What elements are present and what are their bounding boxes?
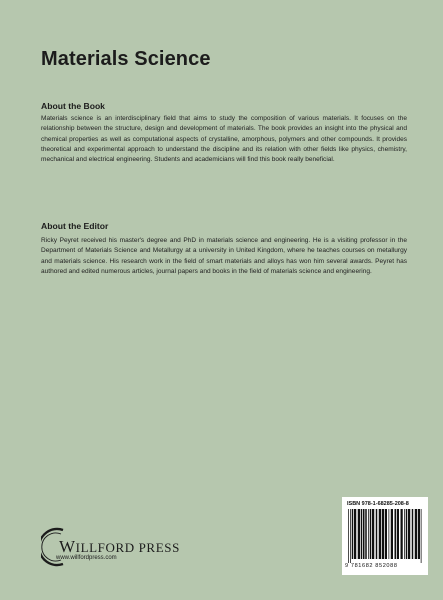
barcode-panel bbox=[342, 497, 428, 575]
barcode-bar bbox=[361, 509, 363, 559]
barcode-bar bbox=[385, 509, 387, 559]
barcode-bar bbox=[408, 509, 410, 559]
publisher-name bbox=[59, 537, 180, 557]
barcode-bar bbox=[401, 509, 403, 559]
barcode-bar bbox=[363, 509, 365, 559]
barcode-bar bbox=[406, 509, 408, 559]
isbn-label: ISBN 978-1-68285-208-8 bbox=[347, 501, 409, 507]
about-book-text: Materials science is an interdisciplinary field that aims to study the composition of various materials. It focuses on the relationship between the structure, design and development of materials. The book provides an insight into the physical and chemical properties as well as computational aspects of crystalline, amorphous, polymers and other compounds. It provides theoretical and experimental approach to understand the discipline and its relation with other fields like physics, chemistry, mechanical and electrical engineering. Students and academicians will find this book really beneficial. bbox=[41, 115, 407, 164]
barcode-bar bbox=[376, 509, 378, 559]
barcode-bar bbox=[350, 509, 351, 563]
book-title: Materials Science bbox=[41, 48, 211, 70]
barcode-bar bbox=[382, 509, 384, 559]
barcode-bar bbox=[395, 509, 397, 559]
barcode-bar bbox=[370, 509, 372, 559]
publisher-name-initial: W bbox=[59, 537, 76, 556]
barcode-bar bbox=[418, 509, 420, 559]
barcode-bar bbox=[372, 509, 374, 559]
barcode-digits: 9 781682 852088 bbox=[345, 563, 398, 569]
barcode-bars bbox=[346, 509, 424, 563]
publisher-name-rest: ILLFORD PRESS bbox=[75, 540, 180, 555]
barcode-bar bbox=[358, 509, 360, 559]
barcode-bar bbox=[404, 509, 405, 559]
barcode-bar bbox=[348, 509, 349, 563]
barcode-bar bbox=[354, 509, 356, 559]
about-editor-text: Ricky Peyret received his master's degree and PhD in materials science and engineering. He is a visiting professor in the Department of Materials Science and Metallurgy at a university in United Kingdom, where he teaches courses on metallurgy and materials science. His research work in the field of smart materials and alloys has won him several awards. Peyret has authored and edited numerous articles, journal papers and books in the field of materials science and engineering. bbox=[41, 237, 407, 275]
publisher-logo bbox=[41, 524, 180, 572]
barcode-bar bbox=[391, 509, 393, 559]
barcode-bar bbox=[397, 509, 399, 559]
barcode-bar bbox=[421, 509, 422, 563]
about-book-heading: About the Book bbox=[41, 101, 105, 111]
barcode-bar bbox=[412, 509, 414, 559]
barcode-bar bbox=[365, 509, 367, 559]
barcode-bar bbox=[368, 509, 369, 559]
barcode-bar bbox=[415, 509, 417, 559]
about-editor-heading: About the Editor bbox=[41, 221, 109, 231]
barcode-bar bbox=[352, 509, 354, 559]
barcode-bar bbox=[389, 509, 390, 559]
publisher-url: www.willfordpress.com bbox=[56, 555, 117, 561]
barcode-bar bbox=[379, 509, 381, 559]
